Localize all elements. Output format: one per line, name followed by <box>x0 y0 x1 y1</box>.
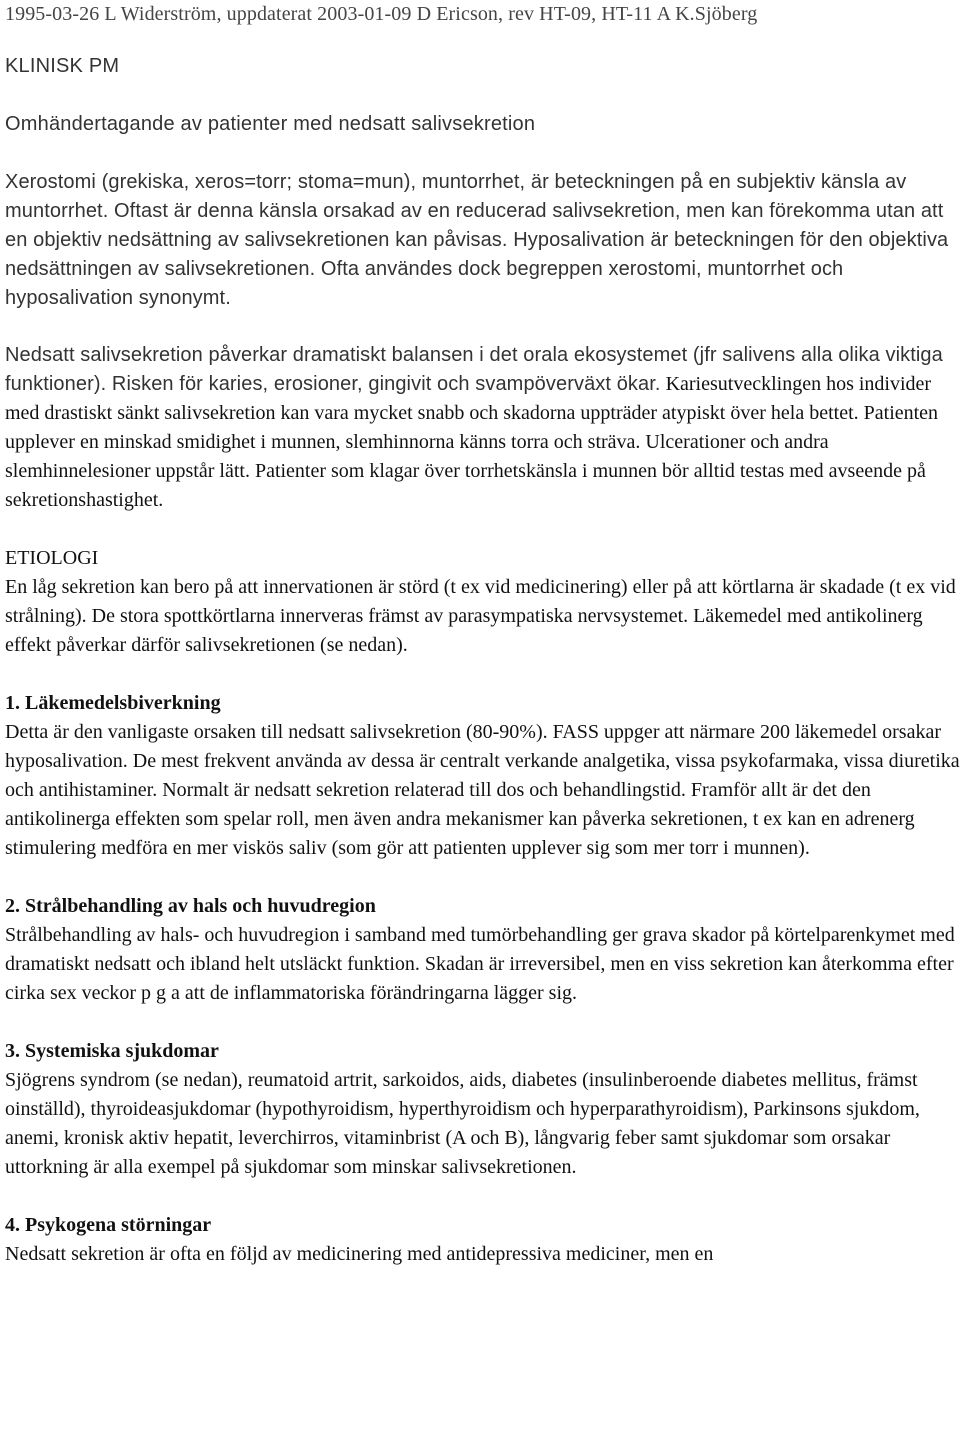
section-text-stralbehandling: Strålbehandling av hals- och huvudregion i samband med tumörbehandling ger grava skador på körtelparenkymet med dramatiskt nedsatt och ibland helt utsläckt funktion. Skadan är irreversibel, men en viss sekretion kan återkomma efter cirka sex veckor p g a att de inflammatoriska förändringarna lägger sig. <box>5 924 955 1004</box>
intro-paragraph-1: Xerostomi (grekiska, xeros=torr; stoma=mun), muntorrhet, är beteckningen på en subjektiv känsla av muntorrhet. Oftast är denna känsla orsakad av en reducerad salivsekretion, men kan förekomma utan att en objektiv nedsättning av salivsekretionen kan påvisas. Hyposalivation är beteckningen för den objektiva nedsättningen av salivsekretionen. Ofta användes dock begreppen xerostomi, muntorrhet och hyposalivation synonymt. <box>5 171 949 309</box>
section-text-psykogena: Nedsatt sekretion är ofta en följd av medicinering med antidepressiva mediciner, men en <box>5 1243 714 1265</box>
intro-paragraph-2 <box>5 341 960 515</box>
etiologi-heading: ETIOLOGI <box>5 547 99 569</box>
intro-paragraph-2-serif: Kariesutvecklingen hos individer med drastiskt sänkt salivsekretion kan vara mycket snabb och skadorna uppträder atypiskt över hela bettet. Patienten upplever en minskad smidighet i munnen, slemhinnorna känns torra och sträva. Ulcerationer och andra slemhinnelesioner uppstår lätt. Patienter som klagar över torrhetskänsla i munnen bör alltid testas med avseende på sekretionshastighet. <box>5 373 939 511</box>
section-text-lakemedel: Detta är den vanligaste orsaken till nedsatt salivsekretion (80-90%). FASS uppger att närmare 200 läkemedel orsakar hyposalivation. De mest frekvent använda av dessa är centralt verkande analgetika, vissa psykofarmaka, vissa diuretika och antihistaminer. Normalt är nedsatt sekretion relaterad till dos och behandlingstid. Framför allt är det den antikolinerga effekten som spelar roll, men även andra mekanismer kan påverka sekretionen, t ex kan en adrenerg stimulering medföra en mer viskös saliv (som gör att patienten upplever sig som mer torr i munnen). <box>5 721 960 859</box>
document-category: KLINISK PM <box>5 55 120 77</box>
revision-header: 1995-03-26 L Widerström, uppdaterat 2003-01-09 D Ericson, rev HT-09, HT-11 A K.Sjöberg <box>5 3 758 25</box>
section-heading-stralbehandling: 2. Strålbehandling av hals och huvudregion <box>5 895 376 917</box>
section-text-systemiska: Sjögrens syndrom (se nedan), reumatoid artrit, sarkoidos, aids, diabetes (insulinberoende diabetes mellitus, främst oinställd), thyroideasjukdomar (hypothyroidism, hyperthyroidism och hyperparathyroidism), Parkinsons sjukdom, anemi, kronisk aktiv hepatit, leverchirros, vitaminbrist (A och B), långvarig feber samt sjukdomar som orsakar uttorkning är alla exempel på sjukdomar som minskar salivsekretionen. <box>5 1069 920 1178</box>
document-page <box>5 0 960 1269</box>
intro-paragraph-2-sans: Nedsatt salivsekretion påverkar dramatiskt balansen i det orala ekosystemet (jfr salivens alla olika viktiga funktioner). Risken för karies, erosioner, gingivit och svampöverväxt ökar. <box>5 344 943 395</box>
section-heading-lakemedel: 1. Läkemedelsbiverkning <box>5 692 221 714</box>
etiologi-text: En låg sekretion kan bero på att innervationen är störd (t ex vid medicinering) eller på att körtlarna är skadade (t ex vid strålning). De stora spottkörtlarna innerveras främst av parasympatiska nervsystemet. Läkemedel med antikolinerg effekt påverkar därför salivsekretionen (se nedan). <box>5 576 956 656</box>
section-heading-psykogena: 4. Psykogena störningar <box>5 1214 212 1236</box>
document-title: Omhändertagande av patienter med nedsatt salivsekretion <box>5 113 536 135</box>
section-heading-systemiska: 3. Systemiska sjukdomar <box>5 1040 219 1062</box>
